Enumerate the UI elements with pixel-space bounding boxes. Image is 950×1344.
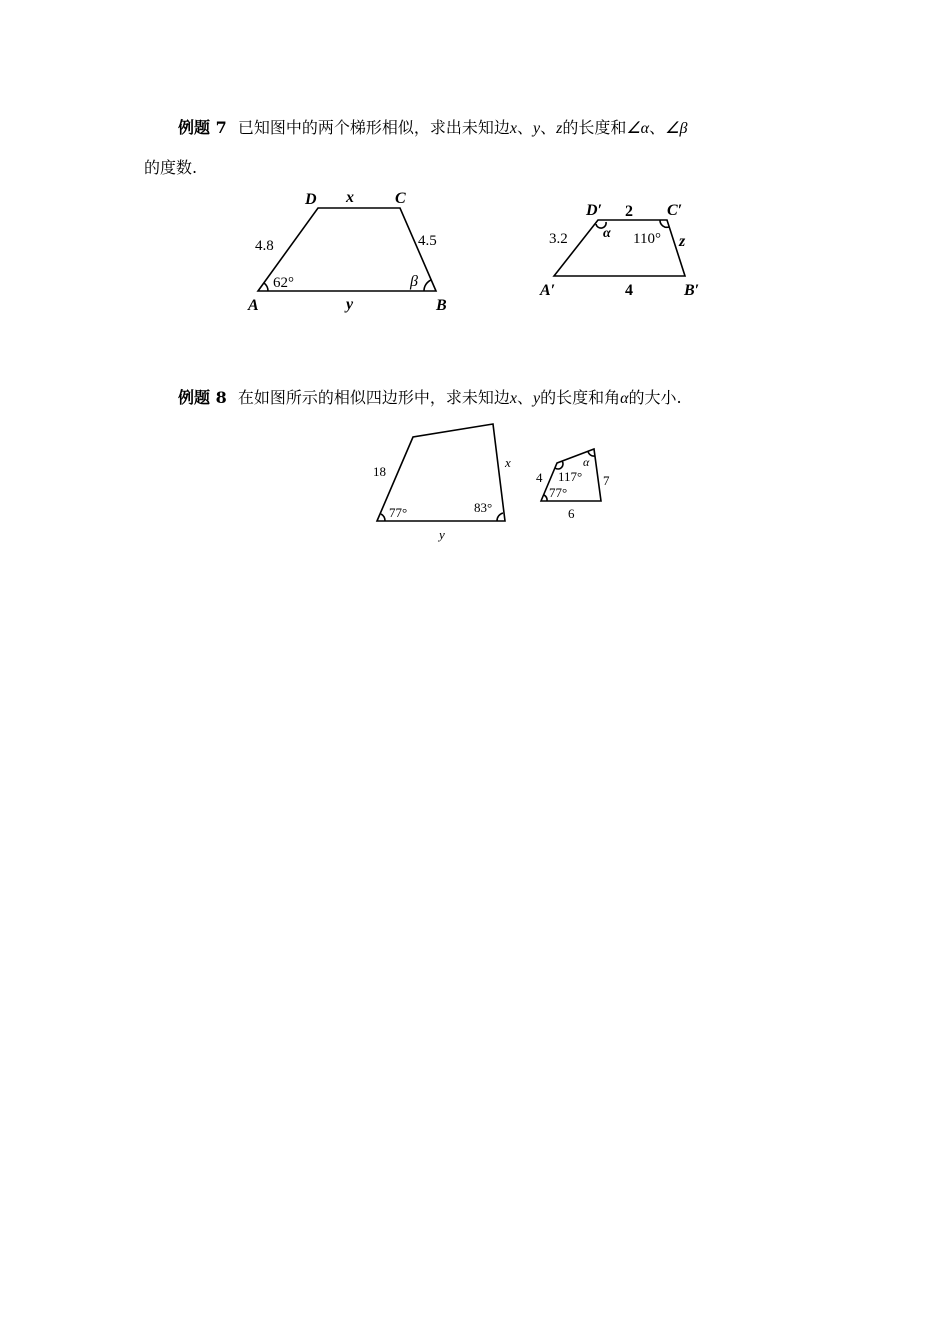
large-angle-83-label: 83°: [474, 500, 493, 515]
side-2-label: 2: [625, 203, 633, 220]
example8-var-x: x: [509, 390, 517, 407]
side-4-5-label: 4.5: [418, 233, 437, 249]
large-side-y-label: y: [439, 527, 445, 542]
example7-text-mid: 的长度和: [562, 118, 627, 137]
vertex-a-prime-label: A′: [540, 282, 556, 299]
large-side-18-label: 18: [373, 464, 386, 479]
example7-sep1: 、: [516, 118, 533, 137]
example8-text-mid: 的长度和角: [540, 388, 621, 407]
side-3-2-label: 3.2: [549, 231, 568, 247]
vertex-d-prime-label: D′: [586, 202, 603, 219]
trapezoid-abcd-prime: [554, 220, 685, 276]
large-angle-bl-arc: [381, 514, 385, 521]
small-angle-bl-arc: [544, 495, 547, 501]
example8-var-alpha: α: [620, 390, 629, 407]
small-angle-77-label: 77°: [549, 485, 568, 500]
vertex-c-prime-label: C′: [667, 202, 683, 219]
side-y-label: y: [346, 296, 354, 313]
example7-var-z: z: [556, 120, 563, 137]
example7-text-before: 已知图中的两个梯形相似，求出未知边: [237, 118, 510, 137]
angle-beta-label: β: [410, 273, 418, 290]
angle-alpha-label: α: [603, 226, 611, 241]
small-side-6-label: 6: [568, 506, 575, 521]
example7-angle-beta: ∠β: [665, 120, 688, 137]
example7-var-y: y: [532, 120, 541, 137]
side-z-label: z: [679, 233, 686, 250]
example8-label: 例题 8: [178, 388, 227, 407]
large-side-x-label: x: [505, 455, 511, 470]
example8-sep1: 、: [516, 388, 533, 407]
vertex-b-prime-label: B′: [684, 282, 700, 299]
example8-var-y: y: [532, 390, 541, 407]
example7-angle-alpha: ∠α: [626, 120, 650, 137]
small-angle-117-label: 117°: [558, 469, 583, 484]
side-4-label: 4: [625, 282, 633, 299]
example7-sep2: 、: [540, 118, 557, 137]
example7-sep3: 、: [649, 118, 666, 137]
angle-62-label: 62°: [273, 275, 294, 291]
vertex-b-label: B: [436, 297, 447, 314]
small-angle-alpha-label: α: [583, 455, 590, 469]
example7-label: 例题 7: [178, 118, 227, 137]
angle-a-arc: [264, 283, 268, 291]
example7-line2: 的度数.: [144, 158, 198, 177]
vertex-d-label: D: [305, 191, 317, 208]
vertex-c-label: C: [395, 190, 406, 207]
angle-110-label: 110°: [633, 231, 661, 247]
side-x-label: x: [346, 189, 354, 206]
small-side-4-label: 4: [536, 470, 543, 485]
large-angle-br-arc: [497, 513, 503, 521]
vertex-a-label: A: [248, 297, 259, 314]
example7-var-x: x: [509, 120, 517, 137]
angle-b-arc: [424, 280, 431, 291]
example8-text-before: 在如图所示的相似四边形中，求未知边: [237, 388, 510, 407]
example8-text-end: 的大小.: [628, 388, 682, 407]
side-4-8-label: 4.8: [255, 238, 274, 254]
large-angle-77-label: 77°: [389, 505, 408, 520]
small-side-7-label: 7: [603, 473, 610, 488]
